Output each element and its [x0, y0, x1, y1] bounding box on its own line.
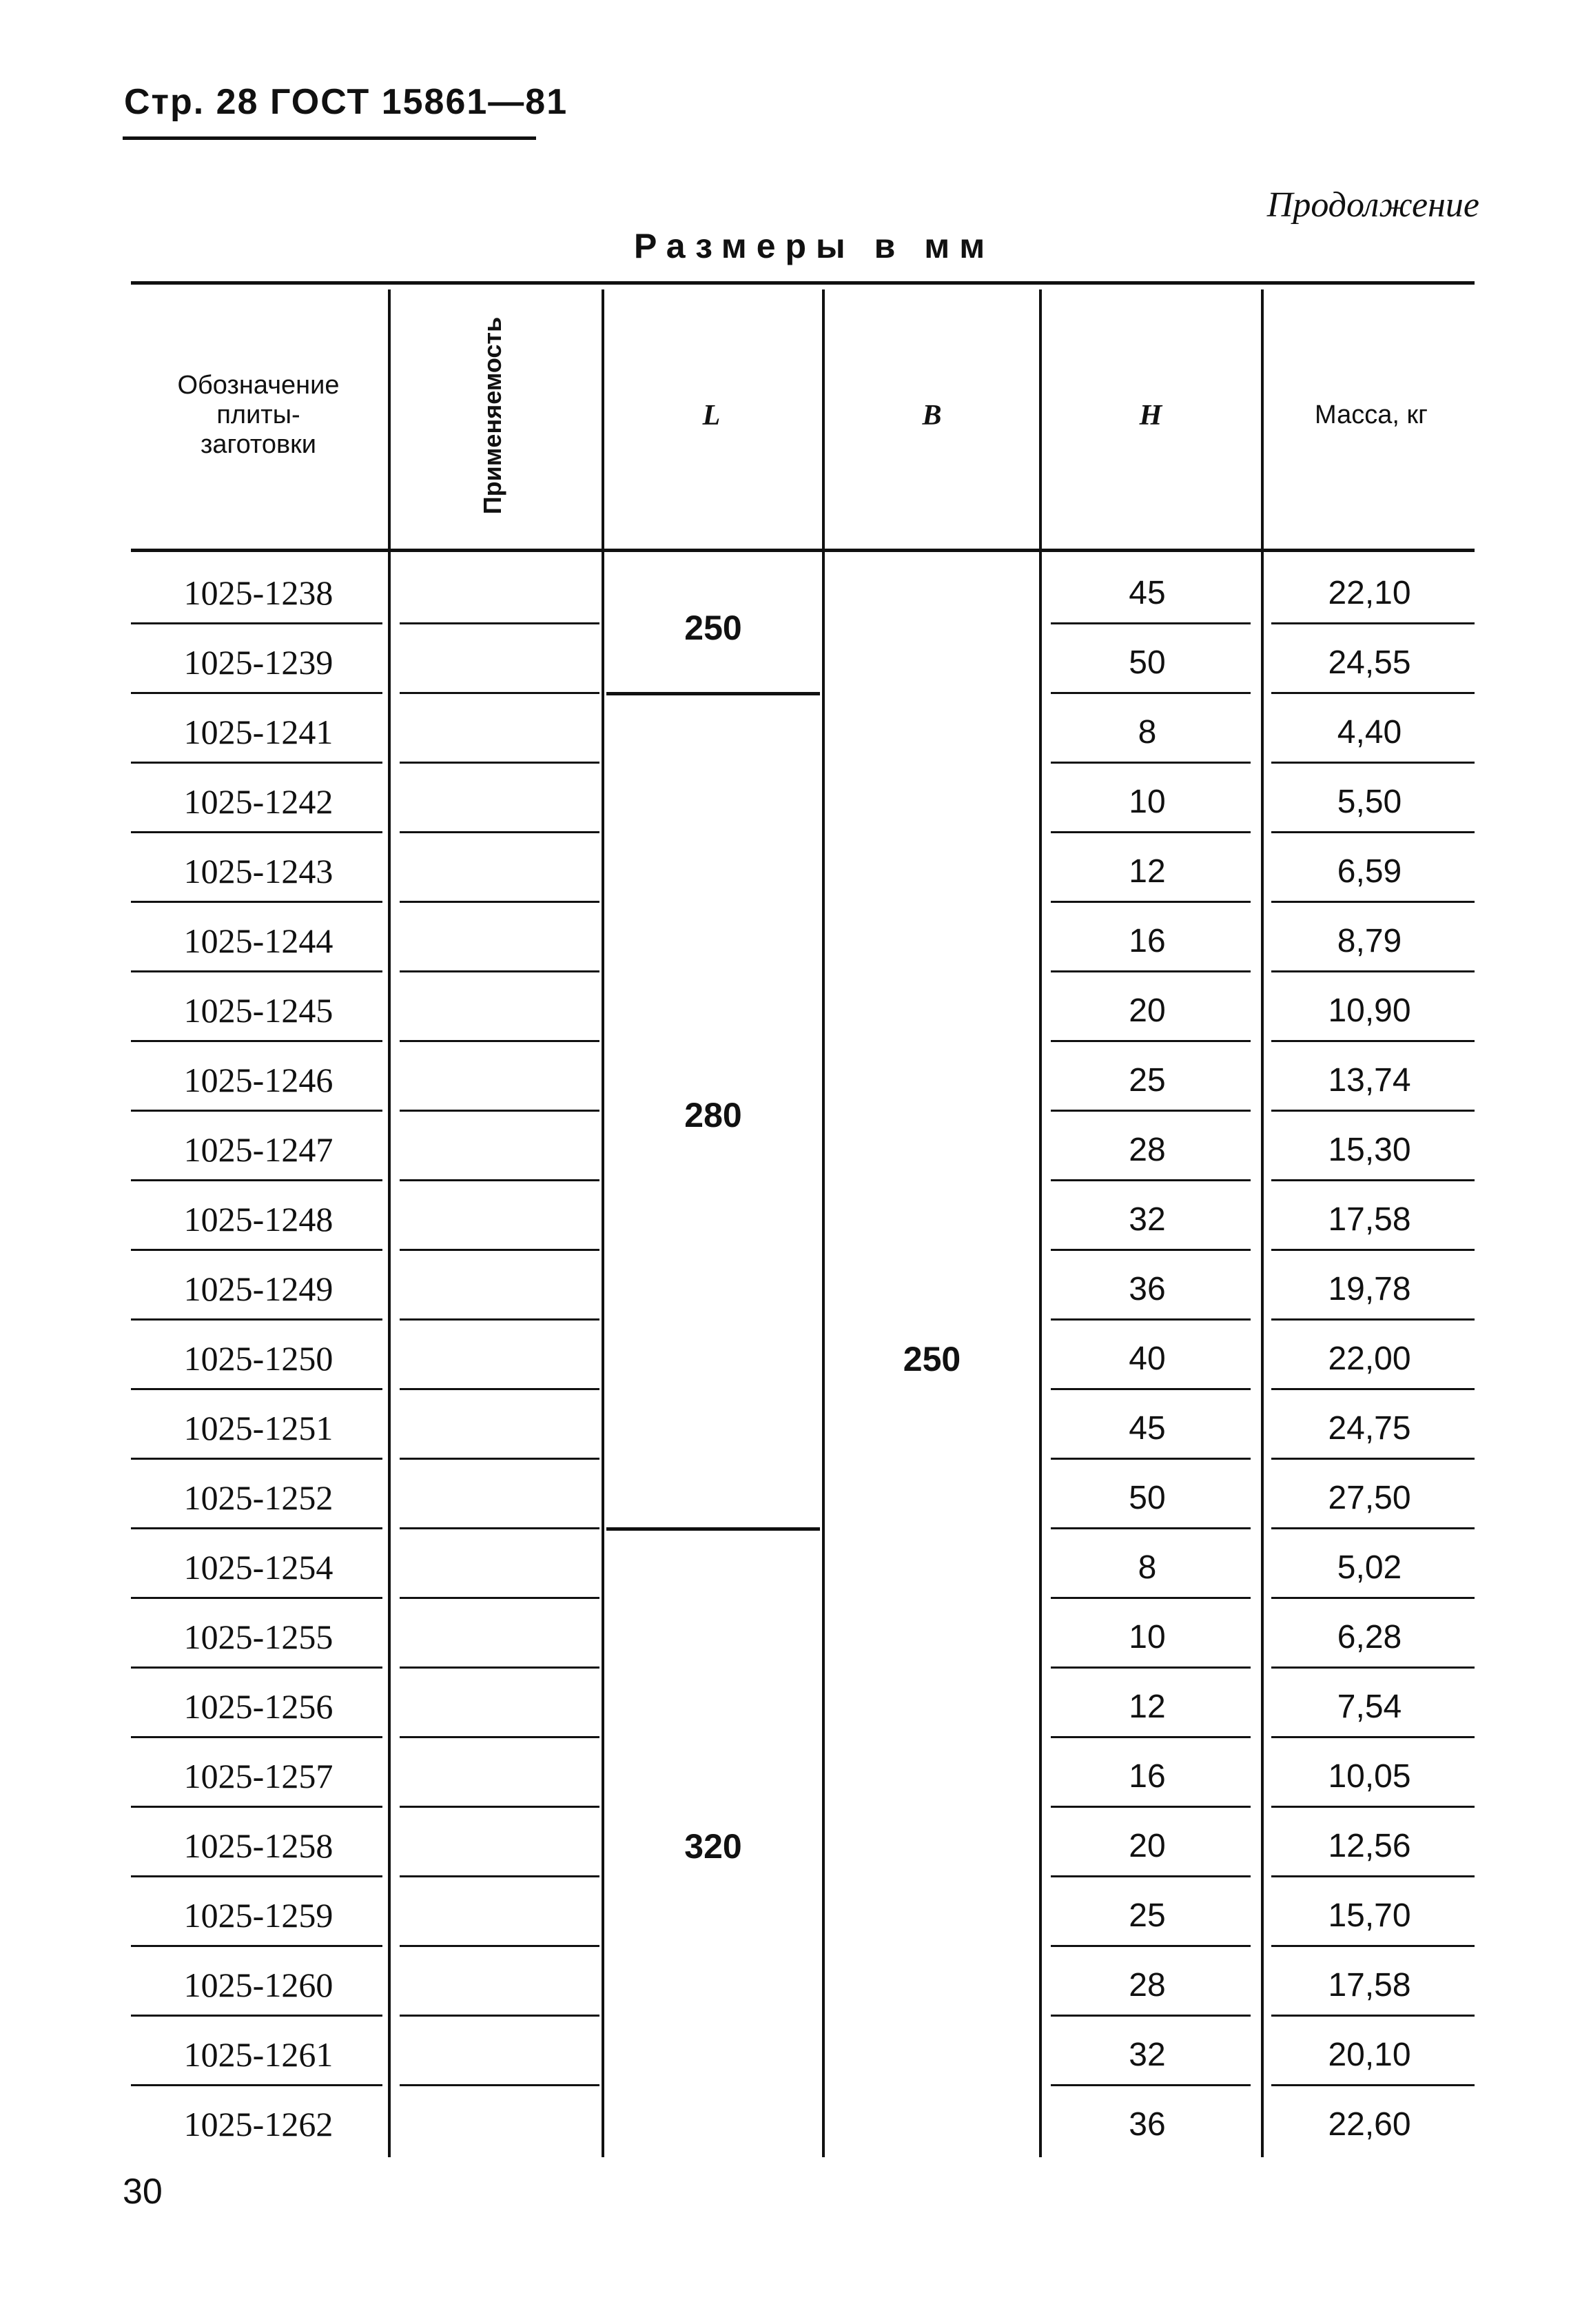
table-top-rule [131, 281, 1475, 285]
row-rule [400, 1040, 599, 1042]
table-row-designation: 1025-1246 [183, 1061, 333, 1099]
table-row-H: 25 [1129, 1061, 1166, 1099]
table-row-designation: 1025-1255 [183, 1618, 333, 1656]
row-rule [131, 1806, 382, 1808]
L-group-rule [606, 1527, 820, 1531]
row-rule [400, 1945, 599, 1947]
row-rule [400, 1458, 599, 1460]
row-rule [1051, 1945, 1251, 1947]
table-row-H: 36 [1129, 1270, 1166, 1307]
table-row-mass: 15,70 [1328, 1897, 1411, 1934]
row-rule [1271, 1040, 1475, 1042]
table-row-mass: 17,58 [1328, 1201, 1411, 1238]
table-row-H: 36 [1129, 2106, 1166, 2143]
row-rule [1271, 1736, 1475, 1738]
table-row-mass: 22,60 [1328, 2106, 1411, 2143]
table-row-mass: 6,59 [1337, 853, 1402, 890]
table-row-designation: 1025-1259 [183, 1896, 333, 1935]
table-row-mass: 24,55 [1328, 644, 1411, 681]
row-rule [1051, 1597, 1251, 1599]
table-row-mass: 10,90 [1328, 992, 1411, 1029]
row-rule [1051, 1875, 1251, 1877]
row-rule [1051, 1110, 1251, 1112]
row-rule [400, 622, 599, 624]
row-rule [400, 1875, 599, 1877]
column-header-designation [131, 286, 386, 544]
table-row-designation: 1025-1249 [183, 1270, 333, 1308]
row-rule [131, 901, 382, 903]
column-divider [602, 289, 604, 2157]
row-rule [1271, 622, 1475, 624]
B-group-value: 250 [903, 1339, 961, 1378]
column-header-L: L [702, 399, 721, 431]
row-rule [400, 1736, 599, 1738]
table-row-designation: 1025-1260 [183, 1966, 333, 2004]
row-rule [131, 1388, 382, 1390]
row-rule [1051, 1736, 1251, 1738]
table-row-mass: 22,00 [1328, 1340, 1411, 1377]
row-rule [131, 1597, 382, 1599]
table-row-H: 40 [1129, 1340, 1166, 1377]
table-row-H: 8 [1138, 1549, 1157, 1586]
table-row-mass: 4,40 [1337, 713, 1402, 751]
table-row-designation: 1025-1243 [183, 852, 333, 890]
row-rule [1051, 1318, 1251, 1321]
table-row-mass: 17,58 [1328, 1966, 1411, 2004]
row-rule [1271, 1458, 1475, 1460]
row-rule [1271, 1875, 1475, 1877]
table-row-designation: 1025-1241 [183, 713, 333, 751]
row-rule [400, 1806, 599, 1808]
row-rule [1271, 970, 1475, 972]
table-row-mass: 7,54 [1337, 1688, 1402, 1725]
L-group-rule [606, 692, 820, 695]
row-rule [131, 1249, 382, 1251]
row-rule [1051, 1527, 1251, 1529]
table-row-mass: 20,10 [1328, 2036, 1411, 2073]
column-divider [822, 289, 825, 2157]
table-row-H: 32 [1129, 1201, 1166, 1238]
row-rule [1271, 1666, 1475, 1669]
row-rule [400, 1527, 599, 1529]
row-rule [131, 1945, 382, 1947]
column-divider [388, 289, 391, 2157]
row-rule [400, 831, 599, 833]
row-rule [1051, 1666, 1251, 1669]
L-group-value: 320 [684, 1826, 742, 1866]
table-row-designation: 1025-1244 [183, 921, 333, 960]
row-rule [1271, 1945, 1475, 1947]
L-group-value: 250 [684, 609, 742, 647]
table-row-mass: 12,56 [1328, 1827, 1411, 1864]
table-row-mass: 22,10 [1328, 574, 1411, 611]
table-row-H: 10 [1129, 783, 1166, 820]
table-row-H: 12 [1129, 1688, 1166, 1725]
table-row-designation: 1025-1239 [183, 643, 333, 682]
row-rule [1051, 622, 1251, 624]
row-rule [1271, 2015, 1475, 2017]
row-rule [1051, 2084, 1251, 2086]
row-rule [131, 1458, 382, 1460]
table-row-H: 16 [1129, 1757, 1166, 1795]
column-header-H: H [1139, 399, 1162, 431]
table-row-designation: 1025-1256 [183, 1687, 333, 1726]
table-row-designation: 1025-1258 [183, 1826, 333, 1865]
row-rule [1051, 1388, 1251, 1390]
table-row-H: 28 [1129, 1966, 1166, 2004]
row-rule [1051, 1458, 1251, 1460]
row-rule [1271, 1388, 1475, 1390]
standard-number: ГОСТ 15861—81 [269, 82, 568, 122]
table-row-designation: 1025-1257 [183, 1757, 333, 1795]
row-rule [1051, 1249, 1251, 1251]
row-rule [131, 1110, 382, 1112]
table-row-designation: 1025-1242 [183, 782, 333, 821]
table-row-H: 28 [1129, 1131, 1166, 1168]
column-divider [1039, 289, 1042, 2157]
row-rule [400, 2084, 599, 2086]
table-row-designation: 1025-1238 [183, 573, 333, 612]
table-row-designation: 1025-1261 [183, 2035, 333, 2074]
table-row-H: 20 [1129, 992, 1166, 1029]
table-row-H: 12 [1129, 853, 1166, 890]
row-rule [1051, 762, 1251, 764]
row-rule [131, 762, 382, 764]
row-rule [1271, 2084, 1475, 2086]
page-header [124, 81, 568, 123]
table-row-mass: 27,50 [1328, 1479, 1411, 1516]
row-rule [400, 762, 599, 764]
row-rule [131, 622, 382, 624]
header-bottom-rule [131, 549, 1475, 552]
table-row-H: 50 [1129, 1479, 1166, 1516]
row-rule [1271, 762, 1475, 764]
table-row-designation: 1025-1248 [183, 1200, 333, 1239]
row-rule [400, 970, 599, 972]
row-rule [1271, 1806, 1475, 1808]
table-row-mass: 5,02 [1337, 1549, 1402, 1586]
row-rule [1271, 1110, 1475, 1112]
units-caption: Размеры в мм [634, 227, 995, 265]
row-rule [1271, 1318, 1475, 1321]
column-header-mass: Масса, кг [1315, 400, 1428, 429]
table-row-designation: 1025-1262 [183, 2105, 333, 2143]
row-rule [131, 1666, 382, 1669]
row-rule [131, 1318, 382, 1321]
row-rule [1051, 2015, 1251, 2017]
table-row-designation: 1025-1251 [183, 1409, 333, 1447]
table-row-mass: 24,75 [1328, 1409, 1411, 1447]
row-rule [131, 1040, 382, 1042]
table-row-mass: 5,50 [1337, 783, 1402, 820]
column-divider [1261, 289, 1264, 2157]
row-rule [1051, 1040, 1251, 1042]
table-row-H: 32 [1129, 2036, 1166, 2073]
row-rule [1271, 901, 1475, 903]
table-row-H: 16 [1129, 922, 1166, 959]
table-row-mass: 10,05 [1328, 1757, 1411, 1795]
table-row-H: 45 [1129, 574, 1166, 611]
page-number: 30 [123, 2172, 163, 2212]
row-rule [1051, 970, 1251, 972]
row-rule [131, 1527, 382, 1529]
row-rule [1271, 1249, 1475, 1251]
header-rule [123, 136, 536, 140]
row-rule [131, 831, 382, 833]
table-row-designation: 1025-1254 [183, 1548, 333, 1587]
row-rule [131, 970, 382, 972]
table-row-H: 25 [1129, 1897, 1166, 1934]
row-rule [131, 692, 382, 694]
table-row-designation: 1025-1250 [183, 1339, 333, 1378]
row-rule [400, 1249, 599, 1251]
column-header-designation-text: Обозначение плиты-заготовки [177, 371, 340, 459]
table-row-H: 45 [1129, 1409, 1166, 1447]
continuation-label: Продолжение [1266, 185, 1479, 225]
column-header-applicability-text: Применяемость [478, 316, 506, 514]
row-rule [1051, 1179, 1251, 1181]
row-rule [1271, 692, 1475, 694]
table-row-mass: 19,78 [1328, 1270, 1411, 1307]
table-row-mass: 6,28 [1337, 1618, 1402, 1655]
row-rule [131, 2015, 382, 2017]
row-rule [400, 1318, 599, 1321]
column-header-B: B [922, 399, 942, 431]
page-label: Стр. 28 [124, 82, 259, 122]
table-row-designation: 1025-1247 [183, 1130, 333, 1169]
table-row-H: 20 [1129, 1827, 1166, 1864]
L-group-value: 280 [684, 1096, 742, 1134]
row-rule [400, 1666, 599, 1669]
row-rule [131, 1875, 382, 1877]
row-rule [131, 1736, 382, 1738]
row-rule [400, 1388, 599, 1390]
row-rule [1271, 831, 1475, 833]
row-rule [400, 1179, 599, 1181]
table-row-mass: 15,30 [1328, 1131, 1411, 1168]
column-header-applicability [389, 286, 596, 544]
row-rule [1051, 831, 1251, 833]
row-rule [400, 2015, 599, 2017]
row-rule [1271, 1179, 1475, 1181]
table-row-H: 8 [1138, 713, 1157, 751]
row-rule [400, 1110, 599, 1112]
table-row-H: 10 [1129, 1618, 1166, 1655]
table-row-designation: 1025-1252 [183, 1478, 333, 1517]
table-row-designation: 1025-1245 [183, 991, 333, 1030]
row-rule [1271, 1597, 1475, 1599]
row-rule [400, 692, 599, 694]
row-rule [1051, 1806, 1251, 1808]
table-row-mass: 8,79 [1337, 922, 1402, 959]
row-rule [1051, 901, 1251, 903]
row-rule [131, 2084, 382, 2086]
row-rule [400, 1597, 599, 1599]
row-rule [131, 1179, 382, 1181]
row-rule [1271, 1527, 1475, 1529]
table-row-H: 50 [1129, 644, 1166, 681]
row-rule [400, 901, 599, 903]
table-row-mass: 13,74 [1328, 1061, 1411, 1099]
row-rule [1051, 692, 1251, 694]
